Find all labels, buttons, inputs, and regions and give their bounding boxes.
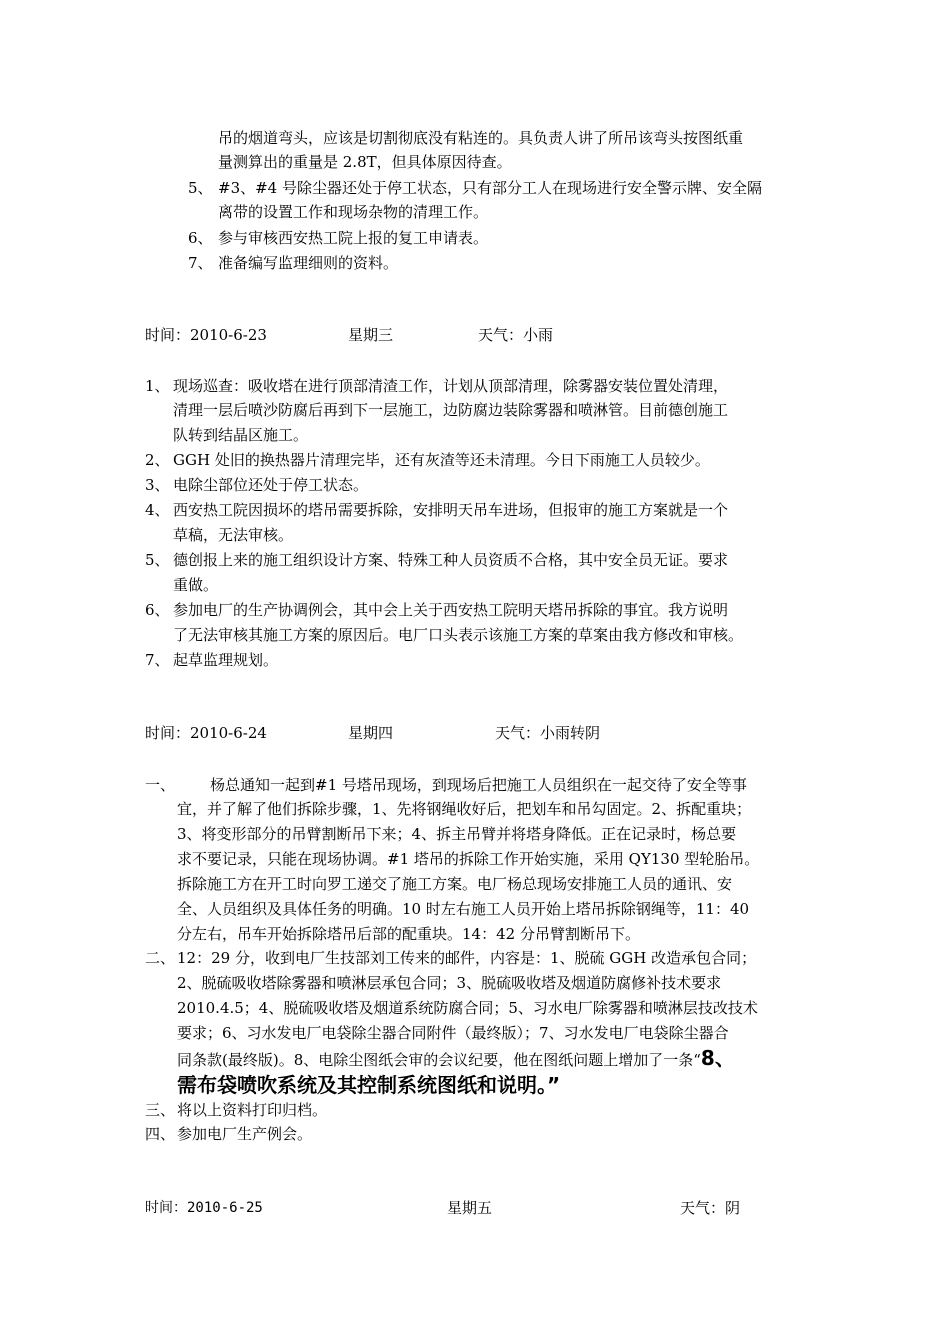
item-text: 参与审核西安热工院上报的复工申请表。 [218,229,489,247]
item-text-segment: 同条款(最终版)。8、电除尘图纸会审的会议纪要，他在图纸问题上增加了一条“ [177,1051,701,1069]
item-number: 6、 [188,229,213,247]
entry-weekday: 星期四 [348,724,394,742]
item-text: 起草监理规划。 [173,651,279,669]
item-text: #3、#4 号除尘器还处于停工状态，只有部分工人在现场进行安全警示牌、安全隔 [218,179,762,197]
item-text: 电除尘部位还处于停工状态。 [173,476,369,494]
item-text: 拆除施工方在开工时向罗工递交了施工方案。电厂杨总现场安排施工人员的通讯、安 [177,875,733,893]
item-text: 求不要记录，只能在现场协调。#1 塔吊的拆除工作开始实施，采用 QY130 型轮胎吊。 [177,850,760,868]
item-text [177,1046,735,1070]
entry-date: 时间：2010-6-24 [145,724,267,742]
emphasized-text: 8、 [700,1046,735,1070]
item-number: 1、 [145,377,170,395]
item-text: 2010.4.5；4、脱硫吸收塔及烟道系统防腐合同；5、习水电厂除雾器和喷淋层技改技术 [177,999,758,1017]
item-number: 6、 [145,601,170,619]
item-number: 5、 [145,551,170,569]
item-text: 宜，并了解了他们拆除步骤，1、先将钢绳收好后，把划车和吊勾固定。2、拆配重块； [177,800,752,818]
item-number: 2、 [145,451,170,469]
entry-weather: 天气：阴 [680,1199,741,1217]
entry-weather: 天气：小雨 [478,326,554,344]
item-text: 分左右，吊车开始拆除塔吊后部的配重块。14：42 分吊臂割断吊下。 [177,925,640,943]
item-text: GGH 处旧的换热器片清理完毕，还有灰渣等还未清理。今日下雨施工人员较少。 [173,451,710,469]
item-number: 5、 [188,179,213,197]
item-number: 3、 [145,476,170,494]
item-number: 4、 [145,501,170,519]
entry-weather: 天气：小雨转阴 [495,724,601,742]
item-text: 离带的设置工作和现场杂物的清理工作。 [218,203,489,221]
emphasized-text: 需布袋喷吹系统及其控制系统图纸和说明。” [177,1073,561,1097]
item-text: 了无法审核其施工方案的原因后。电厂口头表示该施工方案的草案由我方修改和审核。 [173,626,744,644]
item-text: 2、脱硫吸收塔除雾器和喷淋层承包合同；3、脱硫吸收塔及烟道防腐修补技术要求 [177,974,722,992]
continuation-line: 量测算出的重量是 2.8T，但具体原因待查。 [218,153,512,171]
item-number: 7、 [145,651,170,669]
item-number: 7、 [188,254,213,272]
item-text: 草稿，无法审核。 [173,526,294,544]
item-text: 清理一层后喷沙防腐后再到下一层施工，边防腐边装除雾器和喷淋管。目前德创施工 [173,401,729,419]
entry-date: 时间：2010-6-25 [145,1200,263,1216]
item-text: 参加电厂的生产协调例会，其中会上关于西安热工院明天塔吊拆除的事宜。我方说明 [173,601,729,619]
item-text: 要求；6、习水发电厂电袋除尘器合同附件（最终版）；7、习水发电厂电袋除尘器合 [177,1024,729,1042]
item-number: 三、 [145,1101,176,1119]
item-number: 一、 [145,776,176,794]
item-text: 12：29 分，收到电厂生技部刘工传来的邮件，内容是：1、脱硫 GGH 改造承包合同； [177,949,757,967]
item-text: 德创报上来的施工组织设计方案、特殊工种人员资质不合格，其中安全员无证。要求 [173,551,729,569]
item-text: 队转到结晶区施工。 [173,426,309,444]
item-text: 现场巡查：吸收塔在进行顶部清渣工作，计划从顶部清理，除雾器安装位置处清理， [173,377,729,395]
item-text: 准备编写监理细则的资料。 [218,254,399,272]
item-text: 将以上资料打印归档。 [177,1101,328,1119]
entry-weekday: 星期三 [348,326,394,344]
item-number: 四、 [145,1125,176,1143]
entry-date: 时间：2010-6-23 [145,326,267,344]
item-text: 参加电厂生产例会。 [177,1125,313,1143]
item-text: 重做。 [173,576,219,594]
entry-weekday: 星期五 [447,1199,493,1217]
item-text: 杨总通知一起到#1 号塔吊现场，到现场后把施工人员组织在一起交待了安全等事 [210,776,747,794]
continuation-line: 吊的烟道弯头，应该是切割彻底没有粘连的。具负责人讲了所吊该弯头按图纸重 [218,129,744,147]
item-number: 二、 [145,949,176,967]
item-text: 全、人员组织及具体任务的明确。10 时左右施工人员开始上塔吊拆除钢绳等，11：40 [177,900,750,918]
item-text: 3、将变形部分的吊臂割断吊下来；4、拆主吊臂并将塔身降低。正在记录时，杨总要 [177,825,737,843]
item-text: 西安热工院因损坏的塔吊需要拆除，安排明天吊车进场，但报审的施工方案就是一个 [173,501,729,519]
